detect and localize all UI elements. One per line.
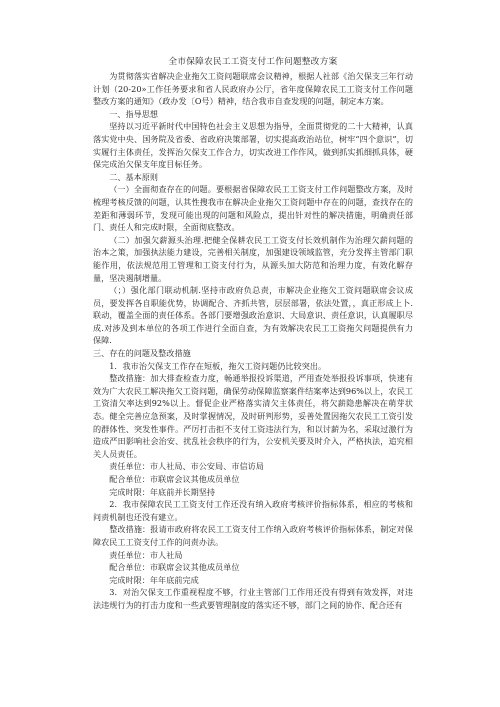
section-2-paragraph-2: （二）加强欠薪源头治理.把健全保耕农民工工资支付长效机制作为治理欠薪问题的治本之策，加强执法能力建设，完善相关制度，加强建设领域监管，充分发挥主管部门职能作用，依法规范用工管理和工资支付行为，从源头加大防范和治理力度，有效化解存量，坚决遏制增量。 [93, 234, 413, 283]
section-2-heading: 二、基本原则 [109, 171, 159, 182]
document-body [93, 56, 413, 612]
item-3-problem: 3．对治欠保支工作重视程度不够，行业主管部门工作用还没有得到有效发挥，对违法违规行为的打击力度和一些武要管理制度的落实还不够，部门之间的协作、配合还有 [93, 587, 413, 610]
item-2-deadline: 完成时限：年年底前完成 [109, 574, 199, 585]
item-2-responsible: 责任单位：市人社局 [109, 549, 183, 560]
section-1-heading: 一、指导思想 [109, 108, 159, 119]
item-1-cooperating: 配合单位：市联席会议其他成员单位 [109, 474, 240, 484]
item-2-measure: 整改措施：报请市政府将农民工工资支付工作纳入政府考核评价指标体系，制定对保障农民工工资支付工作的问责办法。 [93, 524, 413, 547]
item-1-problem: 1．我市治欠保支工作存在短板，拖欠工资问题仍比较突出。 [109, 360, 327, 371]
section-1-paragraph: 坚持以习近平新时代中国特色社会主义思想为指导，全面贯彻党的二十大精神，认真落实党中央、国务院及省委、省政府决策部署，切实提高政治站位，树牢“四个意识”，切实履行主体责任，发挥治欠保支工作合力，切实改进工作作风，做到抓实抓细抓具体，硬保完成治欠保支年度目标任务。 [93, 121, 413, 170]
item-1-deadline: 完成时限：年底前并长期坚持 [109, 486, 216, 497]
section-2-paragraph-1: （一）全面彻查存在的问题。要根据省保障农民工工资支付工作问题整改方案，及时梳理考核反馈的问题，认其性搜我市在解决企业拖欠工资问题中存在的问题，查找存在的差距和薄弱环节，发现可能出现的问题和风险点，提出针对性的解决措施，明确责任部门、责任人和完成时限，全面彻底整改。 [93, 184, 413, 233]
item-1-responsible: 责任单位：市人社局、市公安局、市信访局 [109, 461, 264, 472]
intro-paragraph: 为贯彻落实省解决企业拖欠工资问题联席会议精神，根据人社部《治欠保支三年行动计划（20-20»工作任务要求和省人民政府办公厅，省年度保障农民工工资支付工作问题整改方案的通知》（政办发〔O号）精神，结合我市自查发现的问题，制定本方案。 [93, 71, 413, 107]
section-2-paragraph-3: （；）强化部门联动机制.坚持市政府负总责，市解决企业拖欠工资问题联席会议成员，要发挥各自职能优势，协调配合、齐抓共管，层层部署，依法处置，，真正形成上卜.联动，覆盖全面的责任体系。各部门要增强政治意识、大局意识、责任意识，认真履职尽成.对涉及到本单位的各项工作进行全面自查，为有效解决农民工工资拖欠问题提供有力保障. [93, 285, 413, 346]
item-2-cooperating: 配合单位：市联席会议其他成员单位 [109, 562, 240, 573]
item-1-measure: 整改措施：加大排查检查力度，畅通举报投诉渠道，严用查处举报投诉事项，快速有效为广大农民工解决拖欠工资问题，确保劳动保障监察案件结案率达到96%以上，农民工工资清欠率达到92%以上。督促企业严格落实清欠主体责任，将欠薪隐患解决在萌芽状态。健全完善应急预案，及时掌握情况，及时研判形势，妥善处置因拖欠农民工工资引发的群体性、突发性事件。严厉打击拒不支付工资违法行为，和以讨薪为名，采取过激行为造成严田影响社会治安、扰乱社会秩序的行为，公安机关要及时介入，严格执法，追究相关人员责任。 [93, 373, 413, 459]
section-3-heading: 三、存在的问题及整改措施 [93, 348, 191, 359]
item-2-problem: 2．我市保障农民工工资支付工作还没有纳入政府考核评价指标体系，相应的考核和问责机制也还没有建立。 [93, 499, 413, 522]
document-title: 全市保障农民工工资支付工作问题整改方案 [168, 57, 338, 67]
